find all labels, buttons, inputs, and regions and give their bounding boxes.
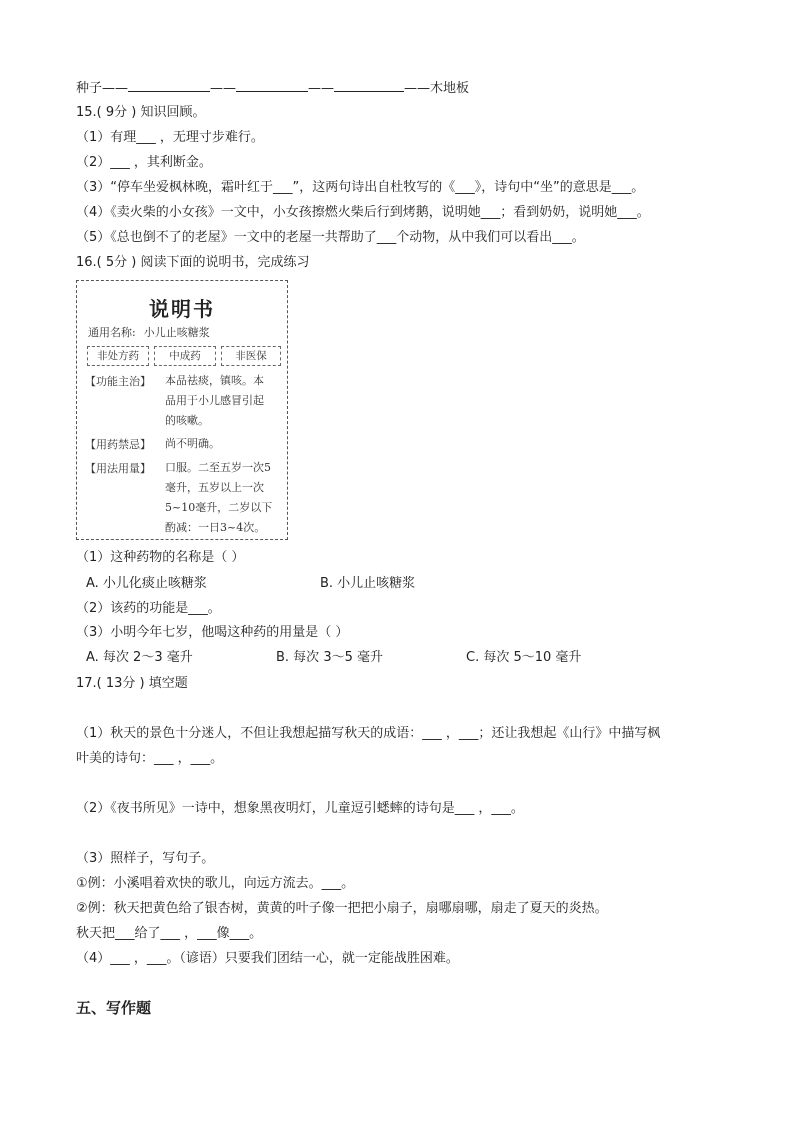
q15-item-3: （3）“停车坐爱枫林晚，霜叶红于___”，这两句诗出自杜牧写的《___》，诗句中“坐”的意思是___。 [76,180,645,195]
q16-sub-3-option-b[interactable]: B. 每次 3～5 毫升 [276,650,383,665]
card-section-label-dosage: 【用法用量】 [85,462,151,475]
q15-item-2: （2）___ ，其利断金。 [76,155,212,170]
card-generic-value: 小儿止咳糖浆 [143,326,210,339]
card-generic-name [88,324,210,340]
chain-sep-2: —— [308,81,335,96]
q16-sub-1-option-a[interactable]: A. 小儿化痰止咳糖浆 [86,576,207,591]
chain-start: 种子—— [76,81,129,96]
chain-blank-2[interactable] [236,79,308,92]
card-text-line: 尚不明确。 [165,437,220,450]
q15-item-5: （5）《总也倒不了的老屋》一文中的老屋一共帮助了___个动物，从中我们可以看出___。 [76,230,585,245]
chain-line [76,79,469,98]
q17-s4: （4）___ ，___。（谚语）只要我们团结一心，就一定能战胜困难。 [76,951,459,966]
card-tag-chinese-medicine: 中成药 [154,346,216,366]
card-text-line: 酌减：一日3~4次。 [165,521,266,534]
card-section-text-contraindication [165,434,285,454]
q17-s1-line1: （1）秋天的景色十分迷人，不但让我想起描写秋天的成语：___ ，___；还让我想起《山行》中描写枫 [76,726,661,741]
q16-sub-3: （3）小明今年七岁，他喝这种药的用量是（ ） [76,625,349,640]
card-title: 说明书 [149,297,215,321]
q17-s3: （3）照样子，写句子。 [76,851,215,866]
chain-blank-1[interactable] [128,79,210,92]
card-generic-label: 通用名称: [88,326,136,339]
q15-item-1: （1）有理___ ，无理寸步难行。 [76,130,264,145]
card-section-label-contraindication: 【用药禁忌】 [85,438,151,451]
q16-sub-1-option-b[interactable]: B. 小儿止咳糖浆 [320,576,416,591]
q17-s3-b: ②例：秋天把黄色给了银杏树，黄黄的叶子像一把把小扇子，扇哪扇哪，扇走了夏天的炎热。 [76,901,608,916]
card-text-line: 本品祛痰，镇咳。本 [165,374,264,387]
card-section-text-dosage [165,458,285,538]
card-section-label-function: 【功能主治】 [85,375,151,388]
card-text-line: 毫升，五岁以上一次 [165,481,264,494]
chain-sep-1: —— [210,81,237,96]
chain-end: ——木地板 [404,81,470,96]
q17-s3-a: ①例：小溪唱着欢快的歌儿，向远方流去。___。 [76,876,355,891]
card-tags [87,346,281,366]
section-title-writing: 五、写作题 [76,999,152,1017]
q17-s1-line2: 叶美的诗句：___ ，___。 [76,751,224,766]
card-text-line: 口服。二至五岁一次5 [165,461,271,474]
card-section-text-function [165,371,285,431]
q17-s2: （2）《夜书所见》一诗中，想象黑夜明灯，儿童逗引蟋蟀的诗句是___ ，___。 [76,801,524,816]
q17-s3-c: 秋天把___给了___ ，___像___。 [76,926,263,941]
card-tag-otc: 非处方药 [87,346,149,366]
chain-blank-3[interactable] [334,79,404,92]
q15-item-4: （4）《卖火柴的小女孩》一文中，小女孩擦燃火柴后行到烤鹅，说明她___；看到奶奶，说明她___。 [76,205,650,220]
card-tag-non-insurance: 非医保 [221,346,281,366]
q16-sub-3-option-a[interactable]: A. 每次 2～3 毫升 [86,650,193,665]
card-text-line: 品用于小儿感冒引起 [165,394,264,407]
q16-sub-3-option-c[interactable]: C. 每次 5～10 毫升 [466,650,582,665]
q15-header: 15.( 9分 ) 知识回顾。 [76,105,206,120]
medicine-instruction-card [76,280,288,540]
q16-header: 16.( 5分 ) 阅读下面的说明书，完成练习 [76,255,310,270]
q16-sub-2: （2）该药的功能是___。 [76,601,221,616]
q16-sub-1: （1）这种药物的名称是（ ） [76,550,245,565]
card-text-line: 的咳嗽。 [165,414,209,427]
q17-header: 17.( 13分 ) 填空题 [76,676,188,691]
card-text-line: 5~10毫升，二岁以下 [165,501,273,514]
